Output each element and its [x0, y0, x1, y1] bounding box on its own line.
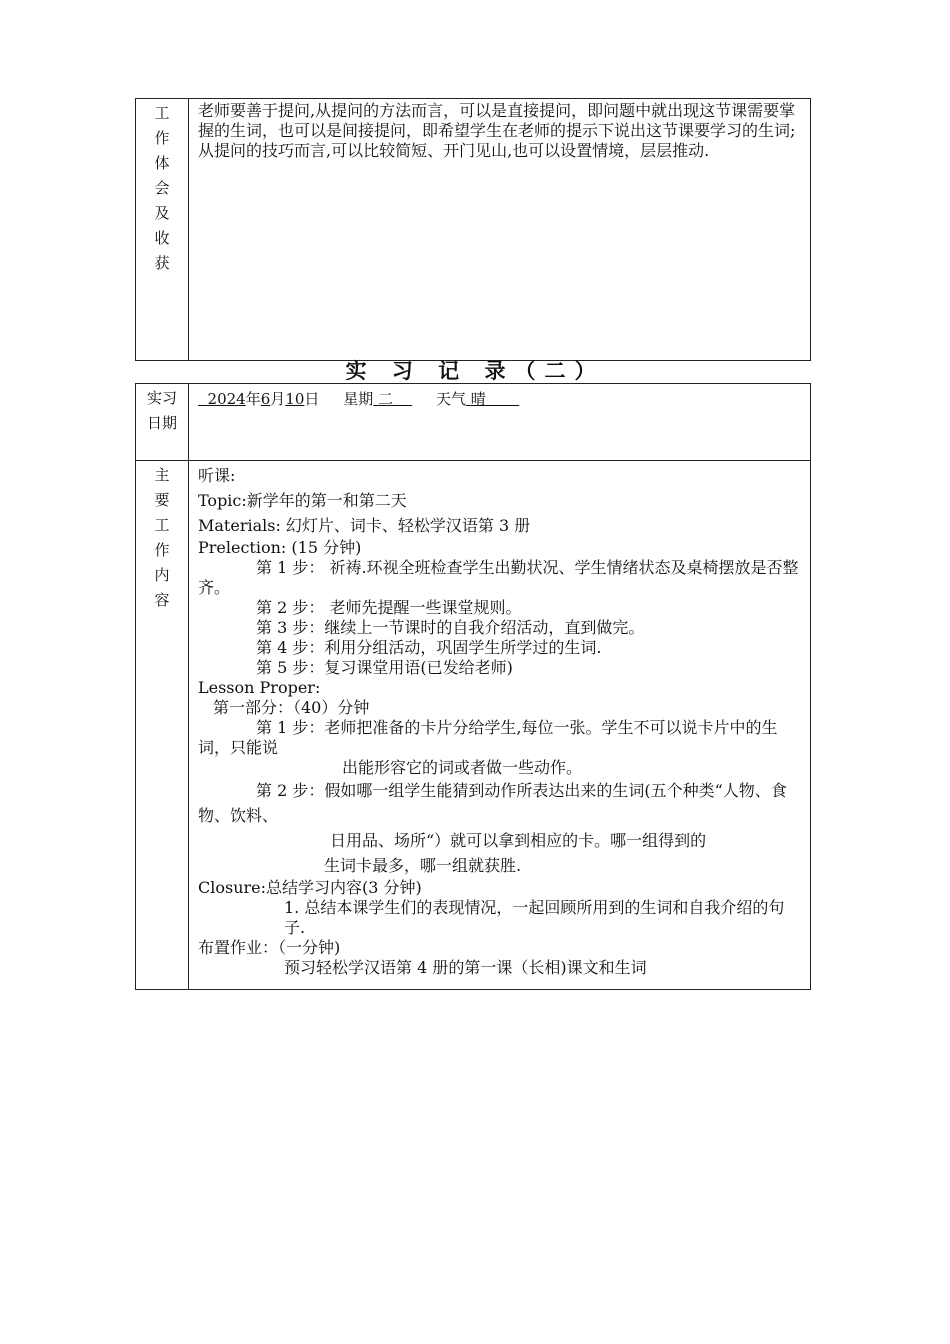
- date-day-suffix: 日: [304, 390, 320, 408]
- label-char: 工: [154, 104, 170, 122]
- lesson-step-2: 第 2 步：假如哪一组学生能猜到动作所表达出来的生词(五个种类“人物、食物、饮料、: [198, 781, 787, 825]
- part-one-heading: 第一部分：（40）分钟: [213, 698, 370, 717]
- date-month: 6: [260, 390, 271, 408]
- label-char: 获: [154, 254, 170, 272]
- label-text: 日期: [146, 414, 177, 432]
- homework-heading: 布置作业：（一分钟): [198, 938, 341, 957]
- prelection-heading: Prelection: (15 分钟): [198, 538, 362, 557]
- date-line: [198, 386, 802, 412]
- lesson-step-1: 第 1 步：老师把准备的卡片分给学生,每位一张。学生不可以说卡片中的生词，只能说: [198, 718, 778, 757]
- label-text: 实习: [146, 389, 177, 407]
- date-content: [189, 384, 811, 461]
- weekday-value: 二: [378, 390, 394, 408]
- lesson-step-2-cont: 日用品、场所“）就可以拿到相应的卡。哪一组得到的: [330, 831, 707, 850]
- lesson-step-1-cont: 出能形容它的词或者做一些动作。: [342, 758, 583, 777]
- topic-line: Topic:新学年的第一和第二天: [198, 491, 407, 510]
- label-char: 作: [154, 541, 170, 559]
- closure-heading: Closure:总结学习内容(3 分钟): [198, 878, 422, 897]
- prelection-step-4: 第 4 步：利用分组活动，巩固学生所学过的生词.: [256, 638, 602, 657]
- reflection-text: 老师要善于提问,从提问的方法而言，可以是直接提问，即问题中就出现这节课需要掌握的生词，也可以是间接提问，即希望学生在老师的提示下说出这节课要学习的生词;从提问的技巧而言,可以比较简短、开门见山,也可以设置情境，层层推动.: [198, 101, 796, 160]
- label-char: 主: [154, 466, 170, 484]
- materials-line: Materials: 幻灯片、词卡、轻松学汉语第 3 册: [198, 516, 531, 535]
- internship-record-table: [135, 383, 811, 990]
- content-label: [136, 461, 189, 990]
- label-char: 容: [154, 591, 170, 609]
- date-month-suffix: 月: [270, 390, 286, 408]
- date-day: 10: [285, 390, 305, 408]
- date-label: [136, 384, 189, 461]
- date-year-suffix: 年: [245, 390, 261, 408]
- label-char: 工: [154, 516, 170, 534]
- date-year: 2024: [207, 390, 246, 408]
- closure-item: 1. 总结本课学生们的表现情况，一起回顾所用到的生词和自我介绍的句子.: [284, 898, 785, 937]
- weather-label: 天气: [436, 390, 467, 408]
- lesson-step-2-end: 生词卡最多，哪一组就获胜.: [324, 856, 522, 875]
- prelection-step-2: 第 2 步： 老师先提醒一些课堂规则。: [256, 598, 522, 617]
- label-char: 要: [154, 491, 170, 509]
- listen-line: 听课:: [198, 466, 236, 485]
- reflection-table: [135, 98, 811, 361]
- homework-detail: 预习轻松学汉语第 4 册的第一课（长相)课文和生词: [284, 958, 647, 977]
- label-char: 内: [154, 566, 170, 584]
- prelection-step-1: 第 1 步： 祈祷.环视全班检查学生出勤状况、学生情绪状态及桌椅摆放是否整齐。: [198, 558, 799, 597]
- prelection-step-5: 第 5 步：复习课堂用语(已发给老师): [256, 658, 513, 677]
- label-char: 及: [154, 204, 170, 222]
- weather-value: 晴: [470, 390, 486, 408]
- weekday-label: 星期: [343, 390, 374, 408]
- reflection-label: [136, 99, 189, 361]
- prelection-step-3: 第 3 步：继续上一节课时的自我介绍活动，直到做完。: [256, 618, 645, 637]
- lesson-proper-heading: Lesson Proper:: [198, 678, 321, 697]
- label-char: 作: [154, 129, 170, 147]
- label-char: 收: [154, 229, 170, 247]
- work-content: [189, 461, 811, 990]
- label-char: 体: [154, 154, 170, 172]
- record-title: 实 习 记 录（二）: [345, 359, 605, 383]
- label-char: 会: [154, 179, 170, 197]
- reflection-content: [189, 99, 811, 361]
